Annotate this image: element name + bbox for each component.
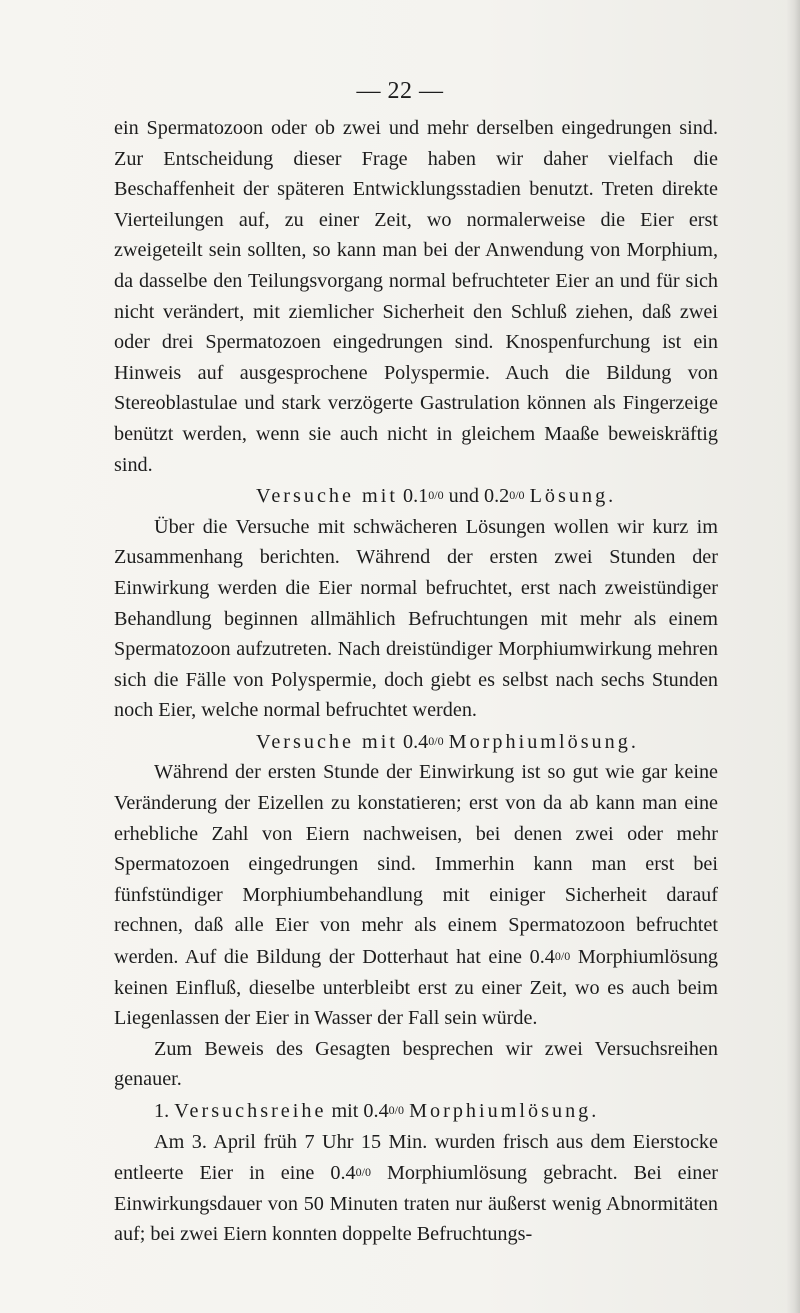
heading-number: 1. [154, 1100, 170, 1122]
section-heading [114, 480, 718, 512]
section-heading [114, 726, 718, 758]
percent-sign: 0/0 [509, 488, 525, 503]
paragraph: Über die Versuche mit schwächeren Lösungen wollen wir kurz im Zusammenhang berichten. Während der ersten zwei Stunden der Einwirkung werden die Eier normal befruchtet, erst nach zweistündiger Behandlung beginnen allmählich Befruchtungen mit mehr als einem Spermatozoon aufzutreten. Nach dreistündiger Morphiumwirkung mehren sich die Fälle von Polyspermie, doch giebt es selbst nach sechs Stunden noch Eier, welche normal befruchtet werden. [114, 515, 718, 722]
paragraph: Zum Beweis des Gesagten besprechen wir zwei Versuchsreihen genauer. [114, 1037, 718, 1091]
heading-text: Lösung. [529, 485, 617, 508]
heading-text: Versuche mit [256, 485, 398, 508]
heading-text: und [448, 485, 479, 508]
paragraph-text: Am 3. April früh 7 Uhr 15 Min. wurden frisch aus dem Eierstocke entleerte Eier in eine 0.4 [114, 1130, 718, 1185]
paragraph [114, 1127, 718, 1250]
heading-value: 0.4 [403, 730, 429, 753]
heading-text: Versuchsreihe [174, 1100, 327, 1122]
percent-sign: 0/0 [388, 1103, 405, 1117]
paragraph: ein Spermatozoon oder ob zwei und mehr derselben eingedrungen sind. Zur Entscheidung dieser Frage haben wir daher vielfach die Beschaffenheit der späteren Entwicklungsstadien benutzt. Treten direkte Vierteilungen auf, zu einer Zeit, wo normalerweise die Eier erst zweigeteilt sein sollten, so kann man bei der Anwendung von Morphium, da dasselbe den Teilungsvorgang normal befruchteter Eier an und für sich nicht verändert, mit ziemlicher Sicherheit den Schluß ziehen, daß zwei oder drei Spermatozoen eingedrungen sind. Knospenfurchung ist ein Hinweis auf ausgesprochene Polyspermie. Auch die Bildung von Stereoblastulae und stark verzögerte Gastrulation können als Fingerzeige benützt werden, wenn sie auch nicht in gleichem Maaße beweiskräftig sind. [114, 117, 718, 476]
heading-text: Morphiumlösung. [448, 730, 639, 753]
heading-value: 0.2 [483, 485, 510, 508]
heading-value: 0.1 [403, 485, 429, 508]
heading-text: Morphiumlösung. [409, 1100, 600, 1122]
percent-sign: 0/0 [428, 488, 444, 503]
heading-text: Versuche mit [256, 730, 398, 753]
percent-sign: 0/0 [355, 1165, 371, 1180]
paragraph [114, 757, 718, 1033]
section-heading [114, 1095, 718, 1127]
heading-text: mit 0.4 [331, 1100, 389, 1122]
page-edge-shadow [786, 0, 800, 1313]
body-text [114, 113, 718, 1250]
paragraph-text: Morphiumlösung gebracht. Bei einer Einwirkungsdauer von 50 Minuten traten nur äußerst wenig Abnormitäten auf; bei zwei Eiern konnten doppelte Befruchtungs- [114, 1162, 719, 1246]
page-number-header: — 22 — [356, 78, 444, 104]
percent-sign: 0/0 [554, 949, 571, 964]
percent-sign: 0/0 [428, 733, 444, 748]
paragraph-text: Morphiumlösung keinen Einfluß, dieselbe unterbleibt erst zu einer Zeit, wo es auch beim Liegenlassen der Eier in Wasser der Fall sein würde. [114, 946, 719, 1030]
paragraph-text: Während der ersten Stunde der Einwirkung ist so gut wie gar keine Veränderung der Eizellen zu konstatieren; erst von da ab kann man eine erhebliche Zahl von Eiern nachweisen, bei denen zwei oder mehr Spermatozoen eingedrungen sind. Immerhin kann man erst bei fünfstündiger Morphiumbehandlung mit einiger Sicherheit darauf rechnen, daß alle Eier von mehr als einem Spermatozoon befruchtet werden. Auf die Bildung der Dotterhaut hat eine 0.4 [114, 761, 718, 969]
